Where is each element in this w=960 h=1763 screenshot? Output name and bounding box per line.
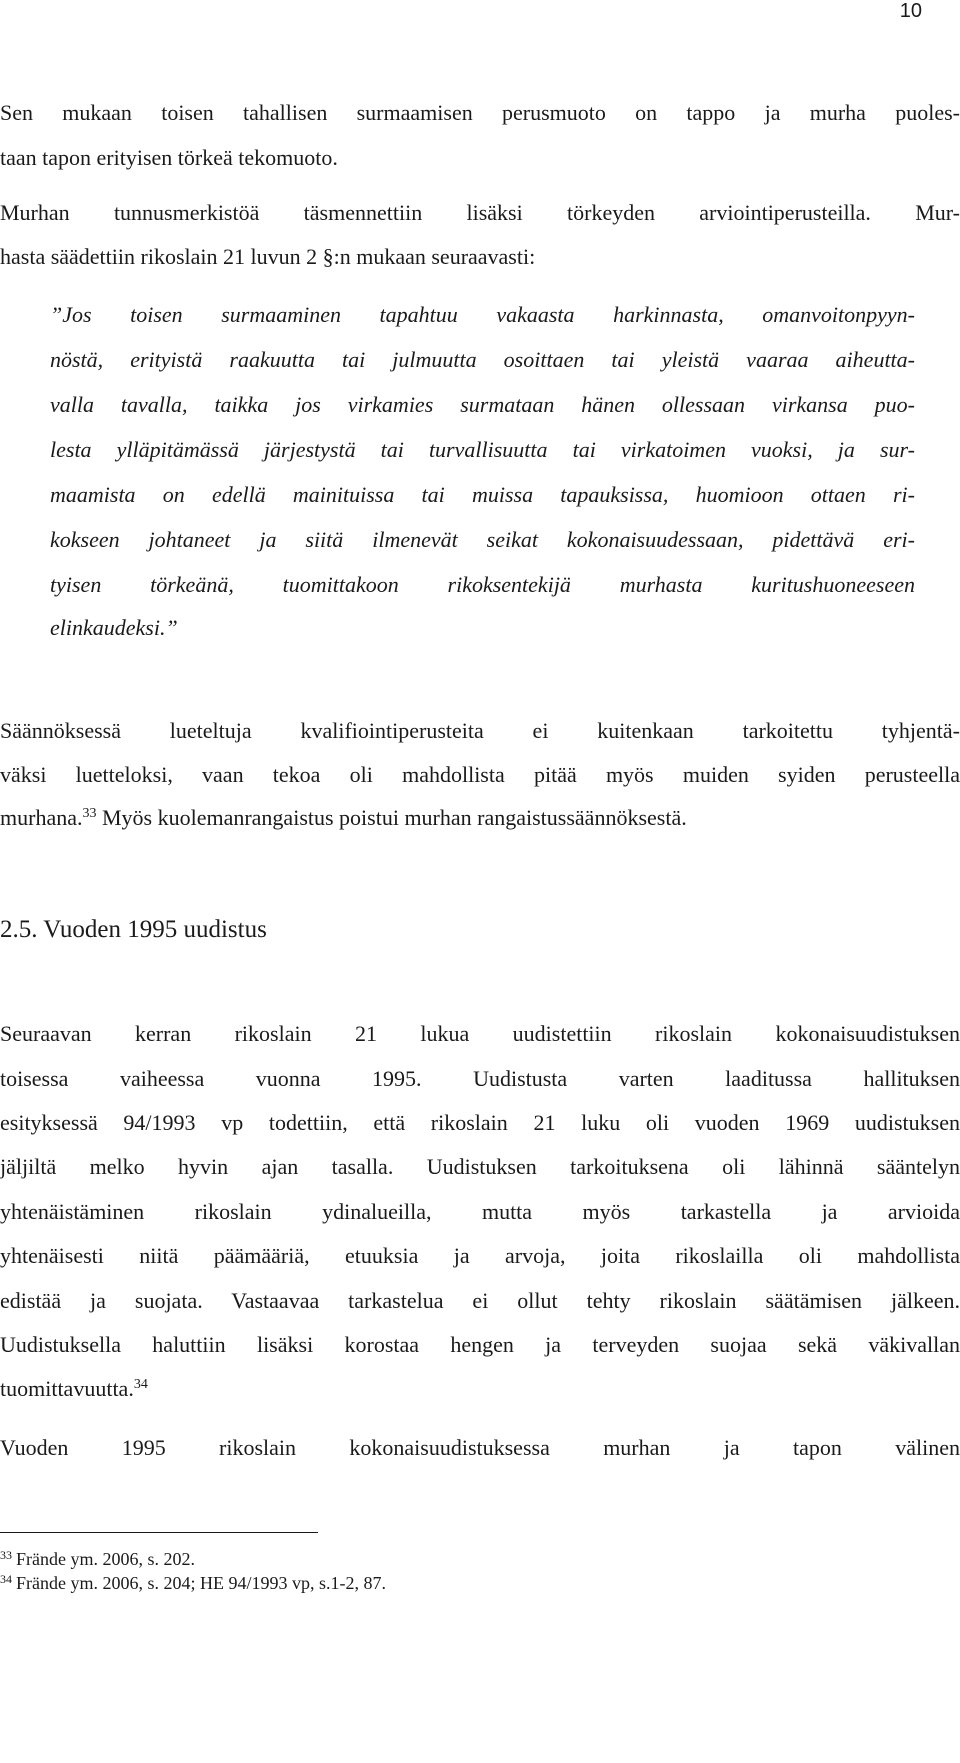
text-line: edistää ja suojata. Vastaavaa tarkastelua ei ollut tehty rikoslain säätämisen jälkeen. [0, 1288, 960, 1313]
quote-line: kokseen johtaneet ja siitä ilmenevät seikat kokonaisuudessaan, pidettävä eri- [50, 527, 915, 552]
text-fragment: murhana. [0, 805, 83, 830]
text-fragment: tuomittavuutta. [0, 1376, 134, 1401]
quote-line: nöstä, erityistä raakuutta tai julmuutta osoittaen tai yleistä vaaraa aiheutta- [50, 347, 915, 372]
quote-line: valla tavalla, taikka jos virkamies surmataan hänen ollessaan virkansa puo- [50, 392, 915, 417]
text-line: yhtenäisesti niitä päämääriä, etuuksia ja arvoja, joita rikoslailla oli mahdollista [0, 1243, 960, 1268]
footnote-text: Frände ym. 2006, s. 204; HE 94/1993 vp, s.1-2, 87. [16, 1573, 386, 1593]
quote-line: elinkaudeksi.” [50, 615, 178, 640]
quote-line: maamista on edellä mainituissa tai muissa tapauksissa, huomioon ottaen ri- [50, 482, 915, 507]
text-line: väksi luetteloksi, vaan tekoa oli mahdollista pitää myös muiden syiden perusteella [0, 762, 960, 787]
text-fragment: Myös kuolemanrangaistus poistui murhan rangaistussäännöksestä. [96, 805, 687, 830]
section-heading: 2.5. Vuoden 1995 uudistus [0, 916, 267, 943]
text-line: Uudistuksella haluttiin lisäksi korostaa hengen ja terveyden suojaa sekä väkivallan [0, 1332, 960, 1357]
quote-line: tyisen törkeänä, tuomittakoon rikoksentekijä murhasta kuritushuoneeseen [50, 572, 915, 597]
text-line: Sen mukaan toisen tahallisen surmaamisen perusmuoto on tappo ja murha puoles- [0, 100, 960, 125]
text-line: toisessa vaiheessa vuonna 1995. Uudistusta varten laaditussa hallituksen [0, 1066, 960, 1091]
text-line: Seuraavan kerran rikoslain 21 lukua uudistettiin rikoslain kokonaisuudistuksen [0, 1021, 960, 1046]
footnote-33 [0, 1548, 195, 1570]
text-line: jäljiltä melko hyvin ajan tasalla. Uudistuksen tarkoituksena oli lähinnä sääntelyn [0, 1154, 960, 1179]
text-line: Säännöksessä lueteltuja kvalifiointiperusteita ei kuitenkaan tarkoitettu tyhjentä- [0, 718, 960, 743]
text-line: Vuoden 1995 rikoslain kokonaisuudistuksessa murhan ja tapon välinen [0, 1435, 960, 1460]
quote-line: ”Jos toisen surmaaminen tapahtuu vakaasta harkinnasta, omanvoitonpyyn- [50, 302, 915, 327]
page-number: 10 [899, 0, 922, 22]
footnote-ref-34[interactable]: 34 [133, 1377, 148, 1392]
text-line: hasta säädettiin rikoslain 21 luvun 2 §:n mukaan seuraavasti: [0, 244, 536, 269]
text-line: taan tapon erityisen törkeä tekomuoto. [0, 145, 338, 170]
footnote-divider [0, 1532, 318, 1533]
footnote-number: 34 [0, 1572, 12, 1586]
footnote-34 [0, 1572, 386, 1594]
footnote-number: 33 [0, 1548, 12, 1562]
quote-line: lesta ylläpitämässä järjestystä tai turvallisuutta tai virkatoimen vuoksi, ja sur- [50, 437, 915, 462]
text-line: esityksessä 94/1993 vp todettiin, että rikoslain 21 luku oli vuoden 1969 uudistuksen [0, 1110, 960, 1135]
text-line: yhtenäistäminen rikoslain ydinalueilla, mutta myös tarkastella ja arvioida [0, 1199, 960, 1224]
footnote-text: Frände ym. 2006, s. 202. [16, 1549, 195, 1569]
footnote-ref-33[interactable]: 33 [82, 806, 97, 821]
text-line: Murhan tunnusmerkistöä täsmennettiin lisäksi törkeyden arviointiperusteilla. Mur- [0, 200, 960, 225]
text-line [0, 805, 960, 831]
text-line [0, 1376, 960, 1402]
